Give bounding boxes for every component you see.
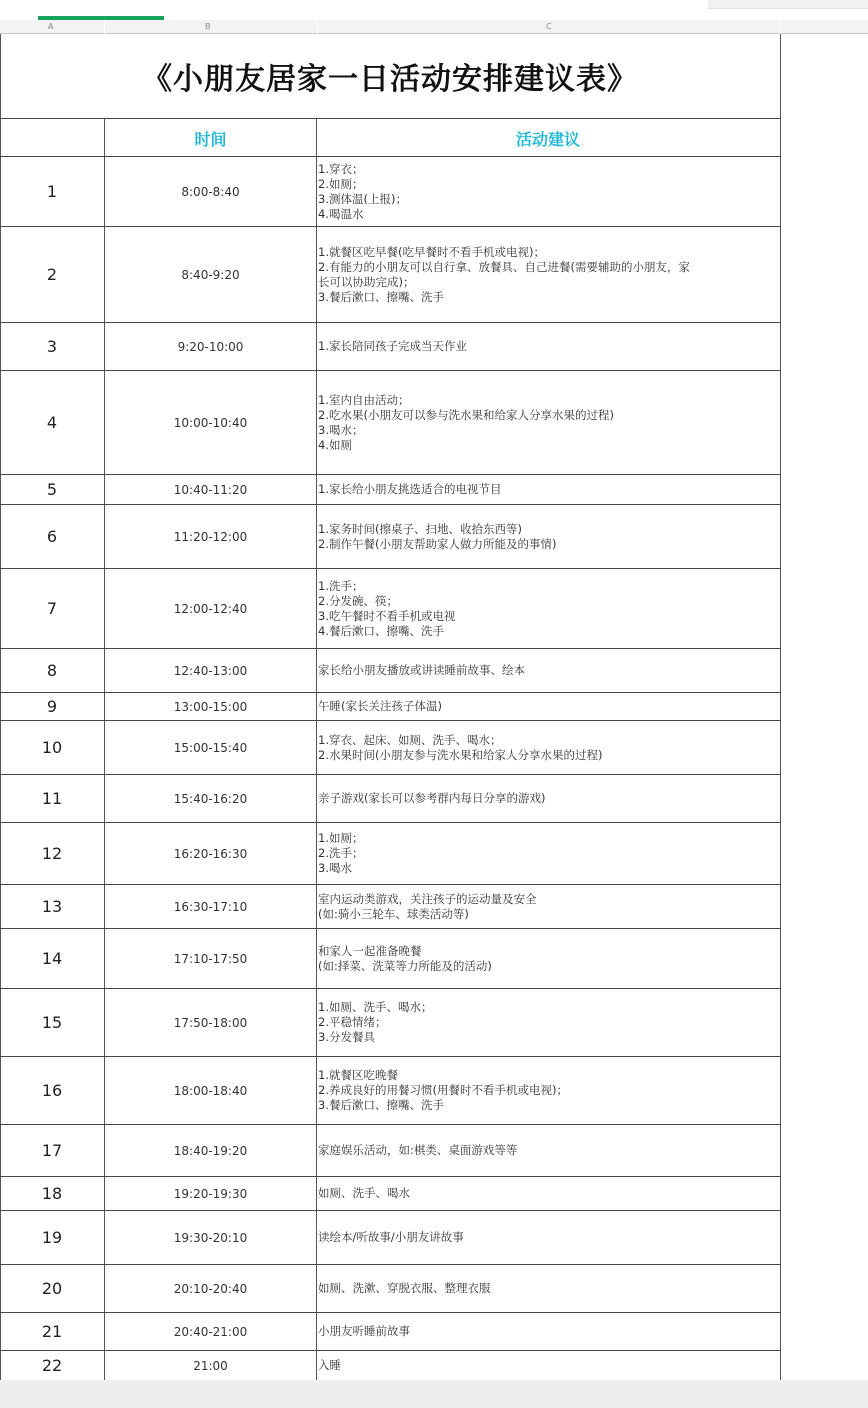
table-row	[0, 928, 780, 988]
activity-line: 1.就餐区吃早餐(吃早餐时不看手机或电视)；	[318, 244, 545, 259]
row-number-cell[interactable]: 15	[41, 1013, 63, 1032]
activity-line: 3.喝水；	[318, 422, 364, 437]
row-number-cell[interactable]: 16	[41, 1081, 63, 1100]
time-cell[interactable]: 11:20-12:00	[173, 529, 248, 544]
row-number-cell[interactable]: 12	[41, 844, 63, 863]
activity-cell[interactable]	[318, 929, 778, 988]
row-number-cell[interactable]: 7	[46, 599, 58, 618]
activity-cell[interactable]	[318, 157, 778, 226]
row-number-cell[interactable]: 3	[46, 337, 58, 356]
row-number-cell[interactable]: 5	[46, 480, 58, 499]
table-row	[0, 1312, 780, 1350]
time-cell[interactable]: 18:00-18:40	[173, 1083, 248, 1098]
time-cell[interactable]: 18:40-19:20	[173, 1143, 248, 1158]
row-number-cell[interactable]: 9	[46, 697, 58, 716]
grid-line	[780, 34, 781, 1380]
time-cell[interactable]: 8:00-8:40	[181, 184, 240, 199]
activity-line: 1.室内自由活动；	[318, 392, 410, 407]
row-number-cell[interactable]: 18	[41, 1184, 63, 1203]
table-row	[0, 1210, 780, 1264]
row-number-cell[interactable]: 17	[41, 1141, 63, 1160]
activity-line: 长可以协助完成)；	[318, 274, 415, 289]
activity-cell[interactable]	[318, 1351, 778, 1380]
column-letter-c: C	[546, 22, 552, 31]
activity-line: 3.餐后漱口、擦嘴、洗手	[318, 1098, 444, 1112]
table-row	[0, 1264, 780, 1312]
activity-cell[interactable]	[318, 323, 778, 370]
time-cell[interactable]: 9:20-10:00	[177, 339, 244, 354]
table-row	[0, 1176, 780, 1210]
table-row	[0, 720, 780, 774]
header-row	[0, 118, 780, 156]
activity-line: 家长给小朋友播放或讲读睡前故事、绘本	[318, 663, 525, 677]
activity-line: 2.制作午餐(小朋友帮助家人做力所能及的事情)	[318, 536, 557, 551]
activity-cell[interactable]	[318, 1313, 778, 1350]
activity-line: 1.家长陪同孩子完成当天作业	[318, 339, 467, 353]
row-number-cell[interactable]: 1	[46, 182, 58, 201]
time-cell[interactable]: 16:20-16:30	[173, 846, 248, 861]
table-row	[0, 822, 780, 884]
table-row	[0, 648, 780, 692]
time-cell[interactable]: 8:40-9:20	[181, 267, 240, 282]
time-cell[interactable]: 21:00	[193, 1358, 228, 1373]
time-cell[interactable]: 20:10-20:40	[173, 1281, 248, 1296]
activity-cell[interactable]	[318, 649, 778, 692]
activity-line: 3.测体温(上报)；	[318, 191, 407, 206]
table-row	[0, 692, 780, 720]
activity-line: 2.平稳情绪；	[318, 1015, 387, 1029]
time-cell[interactable]: 13:00-15:00	[173, 699, 248, 714]
time-cell[interactable]: 15:00-15:40	[173, 740, 248, 755]
row-number-cell[interactable]: 21	[41, 1322, 63, 1341]
column-letter-a: A	[48, 22, 54, 31]
row-number-cell[interactable]: 10	[41, 738, 63, 757]
time-cell[interactable]: 15:40-16:20	[173, 791, 248, 806]
activity-cell[interactable]	[318, 1177, 778, 1210]
time-cell[interactable]: 20:40-21:00	[173, 1324, 248, 1339]
activity-line: 3.吃午餐时不看手机或电视	[318, 608, 456, 623]
row-number-cell[interactable]: 8	[46, 661, 58, 680]
activity-line: 如厕、洗漱、穿脱衣服、整理衣服	[318, 1281, 491, 1295]
row-number-cell[interactable]: 20	[41, 1279, 63, 1298]
activity-cell[interactable]	[318, 1265, 778, 1312]
row-number-cell[interactable]: 22	[41, 1356, 63, 1375]
time-cell[interactable]: 10:40-11:20	[173, 482, 248, 497]
activity-line: 4.如厕	[318, 437, 352, 452]
time-cell[interactable]: 16:30-17:10	[173, 899, 248, 914]
time-cell[interactable]: 12:00-12:40	[173, 601, 248, 616]
activity-cell[interactable]	[318, 721, 778, 774]
header-time[interactable]: 时间	[194, 129, 227, 149]
table-row	[0, 1350, 780, 1380]
table-row	[0, 474, 780, 504]
table-row	[0, 156, 780, 226]
row-number-cell[interactable]: 2	[46, 265, 58, 284]
activity-line: 2.养成良好的用餐习惯(用餐时不看手机或电视)；	[318, 1083, 568, 1097]
table-row	[0, 504, 780, 568]
table-row	[0, 774, 780, 822]
activity-cell[interactable]	[318, 371, 778, 474]
activity-cell[interactable]	[318, 505, 778, 568]
activity-cell[interactable]	[318, 989, 778, 1056]
time-cell[interactable]: 17:50-18:00	[173, 1015, 248, 1030]
activity-line: 2.洗手；	[318, 846, 364, 860]
activity-line: 4.喝温水	[318, 206, 364, 221]
table-row	[0, 226, 780, 322]
activity-line: 午睡(家长关注孩子体温)	[318, 699, 442, 713]
time-cell[interactable]: 19:30-20:10	[173, 1230, 248, 1245]
activity-line: 亲子游戏(家长可以参考群内每日分享的游戏)	[318, 791, 546, 805]
time-cell[interactable]: 10:00-10:40	[173, 415, 248, 430]
activity-line: 入睡	[318, 1358, 341, 1372]
row-number-cell[interactable]: 4	[46, 413, 58, 432]
activity-line: 和家人一起准备晚餐	[318, 943, 422, 958]
activity-line: (如:择菜、洗菜等力所能及的活动)	[318, 958, 492, 973]
activity-line: 2.有能力的小朋友可以自行拿、放餐具、自己进餐(需要辅助的小朋友，家	[318, 259, 690, 274]
activity-line: 家庭娱乐活动，如:棋类、桌面游戏等等	[318, 1143, 518, 1157]
activity-line: 室内运动类游戏，关注孩子的运动量及安全	[318, 891, 537, 906]
activity-cell[interactable]	[318, 569, 778, 648]
row-number-cell[interactable]: 19	[41, 1228, 63, 1247]
table-row	[0, 568, 780, 648]
header-activity[interactable]: 活动建议	[515, 129, 580, 149]
activity-line: 2.吃水果(小朋友可以参与洗水果和给家人分享水果的过程)	[318, 407, 614, 422]
activity-cell[interactable]	[318, 823, 778, 884]
activity-line: (如:骑小三轮车、球类活动等)	[318, 906, 469, 921]
activity-cell[interactable]	[318, 693, 778, 720]
activity-line: 1.洗手；	[318, 578, 364, 593]
time-cell[interactable]: 12:40-13:00	[173, 663, 248, 678]
column-header-a[interactable]	[0, 20, 104, 34]
row-number-cell[interactable]: 11	[41, 789, 63, 808]
activity-cell[interactable]	[318, 775, 778, 822]
activity-line: 2.如厕；	[318, 176, 364, 191]
activity-line: 1.如厕；	[318, 831, 364, 845]
activity-line: 1.如厕、洗手、喝水；	[318, 1000, 433, 1014]
row-number-cell[interactable]: 6	[46, 527, 58, 546]
column-letter-b: B	[205, 22, 211, 31]
activity-cell[interactable]	[318, 1211, 778, 1264]
activity-line: 4.餐后漱口、擦嘴、洗手	[318, 623, 444, 638]
row-number-cell[interactable]: 13	[41, 897, 63, 916]
activity-cell[interactable]	[318, 1125, 778, 1176]
activity-line: 如厕、洗手、喝水	[318, 1186, 410, 1200]
activity-line: 读绘本/听故事/小朋友讲故事	[318, 1230, 464, 1244]
column-header-d[interactable]	[781, 20, 868, 34]
column-header-c[interactable]	[318, 20, 780, 34]
sheet-title[interactable]: 《小朋友居家一日活动安排建议表》	[142, 62, 638, 97]
time-cell[interactable]: 19:20-19:30	[173, 1186, 248, 1201]
activity-line: 1.就餐区吃晚餐	[318, 1068, 398, 1082]
activity-line: 3.喝水	[318, 861, 352, 875]
activity-cell[interactable]	[318, 1057, 778, 1124]
row-number-cell[interactable]: 14	[41, 949, 63, 968]
activity-cell[interactable]	[318, 475, 778, 504]
table-row	[0, 884, 780, 928]
table-row	[0, 322, 780, 370]
table-row	[0, 370, 780, 474]
table-row	[0, 1124, 780, 1176]
activity-cell[interactable]	[318, 227, 778, 322]
activity-line: 1.家长给小朋友挑选适合的电视节目	[318, 482, 502, 496]
activity-cell[interactable]	[318, 885, 778, 928]
toolbar-strip	[708, 0, 868, 9]
table-row	[0, 988, 780, 1056]
bottom-bar	[0, 1380, 868, 1408]
time-cell[interactable]: 17:10-17:50	[173, 951, 248, 966]
activity-line: 1.穿衣；	[318, 161, 364, 176]
activity-line: 1.穿衣、起床、如厕、洗手、喝水；	[318, 732, 502, 747]
activity-line: 小朋友听睡前故事	[318, 1324, 410, 1338]
activity-line: 1.家务时间(擦桌子、扫地、收拾东西等)	[318, 521, 522, 536]
activity-line: 3.餐后漱口、擦嘴、洗手	[318, 289, 444, 304]
activity-line: 2.分发碗、筷；	[318, 593, 398, 608]
activity-line: 3.分发餐具	[318, 1030, 375, 1044]
column-header-b[interactable]	[105, 20, 317, 34]
activity-line: 2.水果时间(小朋友参与洗水果和给家人分享水果的过程)	[318, 747, 603, 762]
top-bar	[0, 0, 868, 20]
table-row	[0, 1056, 780, 1124]
